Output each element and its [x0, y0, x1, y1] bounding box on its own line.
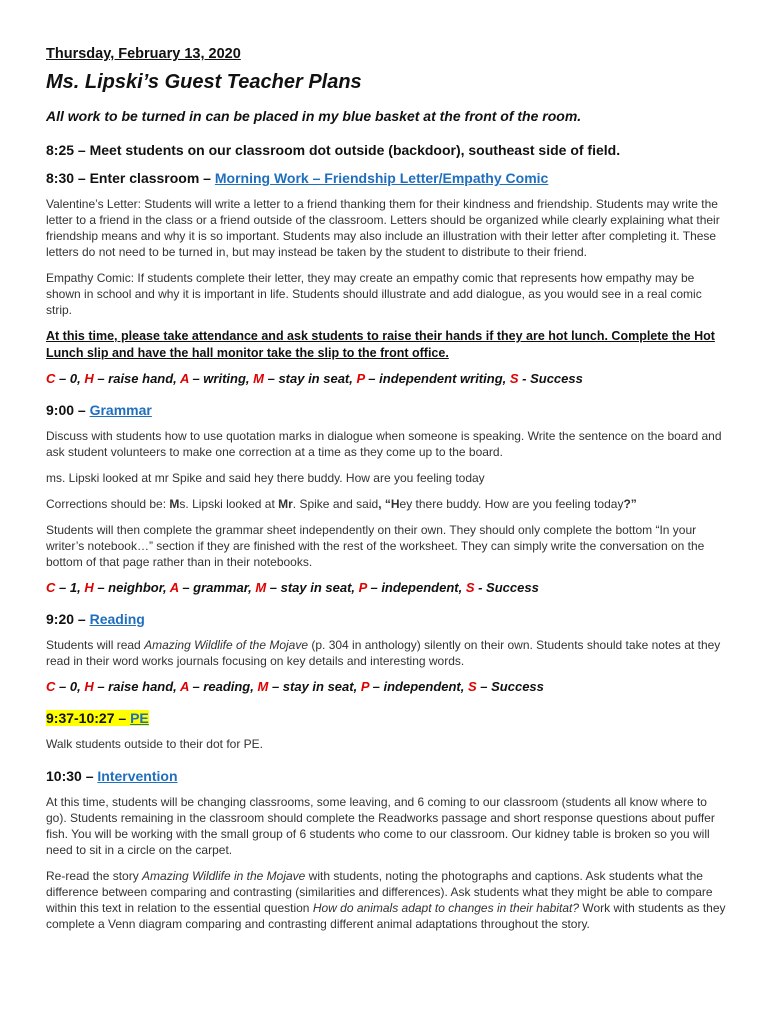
intervention-book-title: Amazing Wildlife in the Mojave [142, 869, 306, 883]
intervention-heading [46, 768, 728, 784]
corrections-c: s. Lipski looked at [179, 497, 279, 511]
champs-c-text: – 0, [55, 371, 85, 386]
champs-a: A [169, 580, 179, 595]
champs-a-text: – grammar, [178, 580, 256, 595]
page-title: Ms. Lipski’s Guest Teacher Plans [46, 71, 362, 93]
enter-classroom-time: 8:30 – Enter classroom – [46, 170, 215, 186]
intervention-paragraph-2 [46, 868, 728, 932]
champs-c: C [46, 580, 56, 595]
champs-h-text: – raise hand, [93, 679, 180, 694]
champs-p-text: – independent, [369, 679, 468, 694]
champs-c-text: – 1, [55, 580, 85, 595]
intervention-time: 10:30 – [46, 768, 98, 784]
champs-h: H [84, 371, 94, 386]
champs-reading [46, 679, 728, 694]
champs-h: H [84, 679, 94, 694]
enter-classroom-line [46, 170, 728, 186]
champs-s-text: – Success [476, 679, 544, 694]
grammar-paragraph-1: Discuss with students how to use quotation marks in dialogue when someone is speaking. Write the sentence on the board and ask student volunteers to make one correction at a time as they come up to the board. [46, 429, 722, 459]
champs-s-text: - Success [474, 580, 539, 595]
champs-m-text: – stay in seat, [268, 679, 361, 694]
champs-s-text: - Success [518, 371, 583, 386]
champs-s: S [468, 679, 477, 694]
champs-m-text: – stay in seat, [266, 580, 359, 595]
champs-p: P [360, 679, 370, 694]
champs-p: P [356, 371, 365, 386]
intervention-link[interactable]: Intervention [97, 768, 178, 784]
champs-a-text: – writing, [188, 371, 254, 386]
champs-s: S [509, 371, 519, 386]
champs-a: A [179, 371, 189, 386]
corrections-e: . Spike and said [292, 497, 379, 511]
page-subtitle: All work to be turned in can be placed in my blue basket at the front of the room. [46, 108, 582, 124]
champs-c-text: – 0, [55, 679, 85, 694]
champs-c: C [46, 679, 56, 694]
grammar-paragraph-2: Students will then complete the grammar sheet independently on their own. They should only complete the bottom “In your writer’s notebook…” section if they are finished with the rest of the worksheet. They can simply write the conversation on the bottom of that page rather than in their notebooks. [46, 523, 705, 569]
grammar-time: 9:00 – [46, 402, 90, 418]
pe-link[interactable]: PE [130, 710, 149, 726]
grammar-sentence: ms. Lipski looked at mr Spike and said hey there buddy. How are you feeling today [46, 471, 485, 485]
champs-grammar [46, 580, 728, 595]
champs-h: H [84, 580, 94, 595]
corrections-h: ?” [623, 497, 637, 511]
corrections-f: , “H [378, 497, 400, 511]
champs-m: M [257, 679, 269, 694]
intervention-paragraph-1: At this time, students will be changing classrooms, some leaving, and 6 coming to our classroom (students all know where to go). Students remaining in the classroom should complete the Readworks passage and short response questions about puffer fish. You will be working with the small group of 6 students who come to our classroom. Our kidney table is broken so you will need to sit in a circle on the carpet. [46, 795, 715, 857]
corrections-g: ey there buddy. How are you feeling today [399, 497, 624, 511]
grammar-link[interactable]: Grammar [89, 402, 152, 418]
champs-h-text: – neighbor, [93, 580, 170, 595]
essential-question: How do animals adapt to changes in their habitat? [312, 901, 579, 915]
meet-students-line: 8:25 – Meet students on our classroom dot outside (backdoor), southeast side of field. [46, 142, 621, 158]
pe-time: 9:37-10:27 – [46, 710, 131, 726]
reading-paragraph [46, 637, 728, 669]
valentine-paragraph: Valentine’s Letter: Students will write a letter to a friend thanking them for their kindness and friendship. Students may write the letter to a friend in the class or a friend outside of the classroom. Letters should be organized while clearly explaining what their friendship means and why it is so important. Students may also include an illustration with their letter after completing it. These letters do not need to be turned in, but may instead be taken by the student to distribute to their friend. [46, 197, 720, 259]
reading-book-title: Amazing Wildlife of the Mojave [144, 638, 309, 652]
champs-m: M [255, 580, 267, 595]
pe-paragraph: Walk students outside to their dot for PE. [46, 737, 263, 751]
champs-m-text: – stay in seat, [263, 371, 357, 386]
corrections-d: Mr [278, 497, 293, 511]
champs-p-text: – independent writing, [364, 371, 510, 386]
champs-m: M [253, 371, 264, 386]
champs-a-text: – reading, [188, 679, 258, 694]
champs-s: S [465, 580, 475, 595]
intervention-p2e: Work with students as they complete a Venn diagram comparing and contrasting different animal adaptations throughout the story. [46, 901, 726, 931]
reading-p1c: (p. 304 in anthology) silently on their own. Students should take notes at they read in their word works journals focusing on key details and interesting words. [46, 638, 721, 668]
corrections-b: M [169, 497, 180, 511]
document-date: Thursday, February 13, 2020 [46, 46, 241, 62]
reading-heading [46, 611, 728, 627]
champs-a: A [179, 679, 189, 694]
champs-p-text: – independent, [366, 580, 466, 595]
reading-link[interactable]: Reading [89, 611, 145, 627]
morning-work-link[interactable]: Morning Work – Friendship Letter/Empathy Comic [214, 170, 549, 186]
intervention-p2a: Re-read the story [46, 869, 143, 883]
champs-h-text: – raise hand, [93, 371, 180, 386]
attendance-note: At this time, please take attendance and ask students to raise their hands if they are hot lunch. Complete the Hot Lunch slip and have the hall monitor take the slip to the front office. [46, 329, 715, 360]
reading-p1a: Students will read [46, 638, 145, 652]
champs-p: P [358, 580, 367, 595]
grammar-corrections [46, 496, 728, 512]
corrections-a: Corrections should be: [46, 497, 170, 511]
reading-time: 9:20 – [46, 611, 90, 627]
pe-heading [46, 710, 728, 726]
champs-c: C [46, 371, 56, 386]
empathy-paragraph: Empathy Comic: If students complete their letter, they may create an empathy comic that represents how empathy may be shown in school and why it is important in life. Students should illustrate and add dialogue, as you would see in a real comic strip. [46, 271, 702, 317]
grammar-heading [46, 402, 728, 418]
champs-morning [46, 371, 728, 386]
intervention-p2c: with students, noting the photographs and captions. Ask students what the difference between comparing and contrasting (similarities and differences). Ask students what they might be able to compare within this text in relation to the essential question [46, 869, 713, 915]
